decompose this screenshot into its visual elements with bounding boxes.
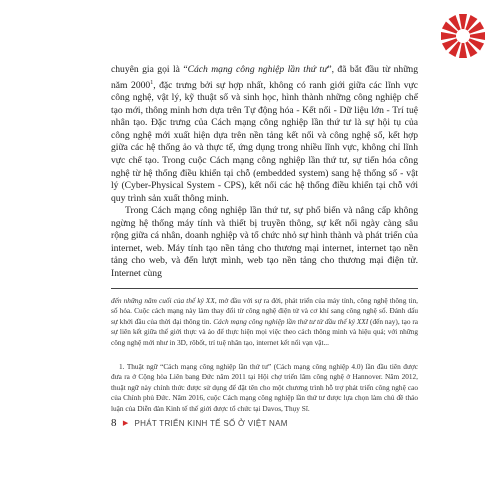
starburst-ornament-icon	[427, 10, 497, 68]
page-footer	[111, 417, 431, 429]
p1-text-c: ”, đã bắt đầu từ những năm 2000	[111, 64, 418, 91]
page-number: 8	[111, 417, 117, 429]
paragraph-1	[111, 64, 418, 205]
paragraph-2: Trong Cách mạng công nghiệp lần thứ tư, sự phổ biến và nâng cấp không ngừng hệ thống máy tính và thiết bị truyền thông, sự kết nối ngày càng sâu rộng giữa cá nhân, doanh nghiệp và tổ chức nhỏ sự hình thành và phát triển của internet, web. Máy tính tạo nền tảng cho thương mại internet, internet tạo nền tảng cho web, và đến lượt mình, web tạo nền tảng cho thương mại điện tử. Internet cùng	[111, 205, 418, 279]
p1-italic-term: Cách mạng công nghiệp lần thứ tư	[187, 64, 328, 75]
footnote-divider	[111, 288, 418, 289]
footnote-1: 1. Thuật ngữ “Cách mạng công nghiệp lần thứ tư” (Cách mạng công nghiệp 4.0) lần đầu tiên được đưa ra ở Cộng hòa Liên bang Đức năm 2011 tại Hội chợ triển lãm công nghệ ở Hannover. Năm 2012, thuật ngữ này chính thức được sử dụng để đặt tên cho một chương trình hỗ trợ phát triển công nghệ cao của Chính phủ Đức. Năm 2016, cuộc Cách mạng công nghiệp lần thứ tư được lựa chọn làm chủ đề thảo luận của Diễn đàn Kinh tế thế giới được tổ chức tại Davos, Thụy Sĩ.	[111, 362, 418, 413]
footnote-ref-1[interactable]: 1	[150, 79, 154, 86]
fn-italic-c: Cách mạng công nghiệp lần thứ tư từ đầu thế kỷ XXI	[213, 316, 369, 326]
fn-italic-a: đến những năm cuối của thế kỷ XX	[111, 296, 215, 305]
p1-text-a: chuyên gia gọi là “	[111, 64, 188, 75]
triangle-right-icon: ▶	[122, 420, 129, 427]
fn-text-d: (đến nay), tạo ra sự liên kết giữa thế giới thực và ảo để thực hiện mọi việc theo cách thông minh và hiệu quả; với những công nghệ mới như in 3D, rôbốt, trí tuệ nhân tạo, internet kết nối vạn vật...	[111, 316, 419, 347]
running-title: PHÁT TRIỂN KINH TẾ SỐ Ở VIỆT NAM	[134, 418, 288, 428]
p1-text-d: , đặc trưng bởi sự hợp nhất, không có ranh giới giữa các lĩnh vực công nghệ, vật lý, kỹ thuật số và sinh học, hình thành những công nghiệp chế tạo mới, thông minh hơn dựa trên Tự động hóa - Kết nối - Dữ liệu lớn - Trí tuệ nhân tạo. Đặc trưng của Cách mạng công nghiệp lần thứ tư là sự hội tụ của công nghệ mới xuất hiện dựa trên nền tảng kết nối và công nghệ số, kết hợp giữa các hệ thống ảo và thực tế, ứng dụng trong nhiều lĩnh vực, không chỉ lĩnh vực chế tạo. Trong cuộc Cách mạng công nghiệp lần thứ tư, sự tiến hóa công nghệ từ hệ thống điều khiển tại chỗ (embedded system) sang hệ thống số - vật lý (Cyber-Physical System - CPS), kết nối các hệ thống điều khiển tại chỗ với quy trình sản xuất thông minh.	[111, 79, 418, 204]
main-body-text	[111, 64, 418, 280]
fn-text-b: , mở đầu với sự ra đời, phát triển của máy tính, công nghệ thông tin, số hóa. Cuộc cách mạng này làm thay đổi từ công nghệ điện tử và cơ khí sang công nghệ số. Đánh dấu sự khởi đầu của thời đại thông tin.	[111, 296, 418, 326]
footnote-continuation	[111, 296, 418, 348]
